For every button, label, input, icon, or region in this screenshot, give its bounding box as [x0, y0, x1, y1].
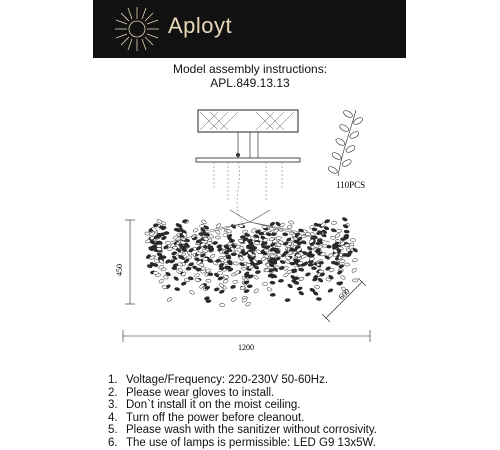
leaf — [286, 269, 292, 274]
width-dimension — [123, 330, 370, 342]
leaf — [287, 225, 293, 229]
sunburst-icon — [113, 5, 161, 53]
leaf — [267, 287, 273, 292]
detail-leaf — [341, 158, 352, 168]
leaf — [331, 221, 337, 225]
leaf — [275, 257, 281, 261]
leaf — [340, 275, 346, 280]
leaf — [288, 220, 294, 224]
detail-leaf — [339, 123, 350, 133]
leaf — [233, 280, 238, 283]
leaf — [323, 226, 329, 231]
leaf — [156, 245, 161, 248]
detail-leaf — [331, 151, 342, 161]
junction — [236, 153, 240, 157]
leaf — [193, 228, 199, 233]
leaf — [280, 260, 286, 265]
leaf — [160, 233, 165, 236]
leaf — [344, 244, 349, 248]
leaf — [181, 281, 187, 286]
detail-leaf — [342, 109, 353, 119]
leaf — [247, 285, 252, 288]
spec-item: 3. Don`t install it on the moist ceiling. — [108, 399, 301, 412]
height-label: 450 — [115, 264, 124, 276]
leaf — [161, 255, 166, 259]
leaf — [344, 263, 350, 267]
leaf — [196, 246, 202, 251]
leaf — [270, 255, 275, 258]
leaf — [256, 249, 262, 255]
leaf — [262, 282, 267, 285]
leaf-cloud — [145, 210, 359, 307]
leaf — [285, 298, 291, 302]
leaf — [299, 277, 305, 282]
width-label: 1200 — [238, 343, 254, 352]
leaf — [297, 286, 303, 290]
leaf — [219, 267, 224, 271]
branch — [230, 210, 250, 222]
leaf — [282, 232, 288, 236]
leaf — [298, 268, 304, 272]
chandelier-drawing — [0, 92, 500, 362]
leaf — [276, 236, 281, 239]
detail-leaf — [335, 137, 346, 147]
leaf — [234, 270, 240, 275]
leaf — [253, 275, 259, 280]
suspension-cables — [238, 132, 258, 158]
leaf — [272, 261, 277, 264]
leaf — [270, 293, 275, 296]
leaf — [350, 238, 355, 241]
leaf — [351, 267, 357, 273]
leaf — [165, 259, 171, 264]
leaf — [244, 289, 250, 293]
leaf — [206, 279, 212, 283]
leaf — [352, 247, 358, 252]
leaf — [215, 236, 221, 240]
leaf — [245, 301, 251, 306]
leaf — [353, 279, 358, 282]
leaf — [327, 288, 333, 293]
leaf — [173, 276, 179, 281]
leaf — [309, 257, 315, 261]
leaf — [145, 232, 151, 236]
leaf — [318, 278, 324, 283]
leaf — [212, 241, 218, 245]
leaf — [241, 267, 247, 271]
leaf — [271, 248, 277, 252]
leaf — [342, 217, 348, 222]
leaf — [214, 287, 220, 291]
leaf — [194, 273, 200, 278]
leaf — [231, 297, 237, 302]
leaf — [275, 250, 280, 253]
leaf — [240, 286, 246, 291]
spec-item: 5. Please wash with the sanitizer without corrosivity. — [108, 424, 377, 437]
leaf — [201, 267, 207, 271]
spec-list — [108, 374, 377, 450]
leaf — [162, 285, 168, 290]
leaf — [311, 267, 316, 270]
instructions-title: Model assembly instructions: — [172, 62, 328, 76]
leaf — [219, 289, 225, 294]
leaf — [298, 291, 304, 296]
height-dimension — [125, 220, 135, 304]
leaf — [242, 230, 248, 234]
leaf — [255, 270, 261, 274]
leaf — [184, 244, 189, 247]
leaf — [295, 254, 301, 258]
leaf-count-label: 110PCS — [336, 180, 366, 190]
leaf — [278, 279, 284, 283]
leaf — [171, 251, 177, 255]
leaf — [309, 288, 315, 293]
leaf — [167, 297, 173, 303]
leaf — [334, 262, 340, 266]
leaf — [186, 267, 191, 270]
leaf — [308, 263, 313, 266]
leaf — [233, 262, 239, 266]
leaf — [336, 229, 341, 233]
leaf — [344, 230, 349, 233]
leaf — [208, 273, 213, 276]
spec-item: 2. Please wear gloves to install. — [108, 386, 275, 399]
leaf — [316, 297, 321, 300]
leaf — [188, 248, 194, 253]
drop-wires — [214, 162, 282, 222]
detail-leaf — [345, 144, 356, 154]
leaf — [202, 257, 208, 261]
leaf — [201, 219, 207, 224]
model-number: APL.849.13.13 — [210, 76, 290, 90]
leaf — [220, 303, 225, 306]
leaf — [158, 278, 164, 283]
leaf — [156, 219, 162, 224]
leaf — [305, 272, 311, 277]
frame-bar — [196, 158, 300, 162]
spec-item: 1. Voltage/Frequency: 220-230V 50-60Hz. — [108, 374, 329, 386]
leaf — [352, 258, 358, 263]
leaf — [253, 288, 259, 294]
leaf — [258, 232, 263, 235]
leaf — [187, 256, 192, 259]
leaf — [319, 270, 324, 273]
leaf — [208, 259, 214, 263]
leaf — [318, 261, 323, 264]
leaf — [322, 244, 327, 247]
leaf — [340, 238, 345, 241]
leaf — [153, 263, 159, 267]
leaf — [307, 254, 313, 258]
leaf — [189, 290, 195, 295]
brand-name: Aployt — [168, 13, 233, 38]
branch — [250, 210, 270, 222]
depth-label: 600 — [336, 286, 352, 302]
leaf — [334, 233, 340, 238]
leaf — [153, 271, 158, 274]
detail-leaf — [352, 116, 363, 126]
leaf — [331, 228, 337, 232]
leaf — [287, 283, 293, 288]
leaf — [270, 281, 275, 284]
leaf — [175, 223, 181, 228]
leaf — [174, 287, 180, 291]
spec-item: 6. The use of lamps is permissible: LED G9 13x5W. — [108, 436, 376, 449]
detail-leaf — [327, 165, 338, 175]
leaf — [165, 241, 171, 245]
leaf — [204, 233, 209, 236]
leaf — [210, 254, 216, 259]
leaf — [301, 254, 307, 259]
leaf — [215, 223, 221, 228]
leaf — [303, 261, 309, 266]
leaf — [230, 285, 236, 289]
leaf — [294, 277, 299, 280]
leaf-detail — [327, 109, 364, 176]
leaf — [314, 285, 320, 289]
detail-leaf — [349, 130, 360, 140]
leaf — [337, 270, 343, 275]
spec-item: 4. Turn off the power before cleanout. — [108, 411, 305, 424]
